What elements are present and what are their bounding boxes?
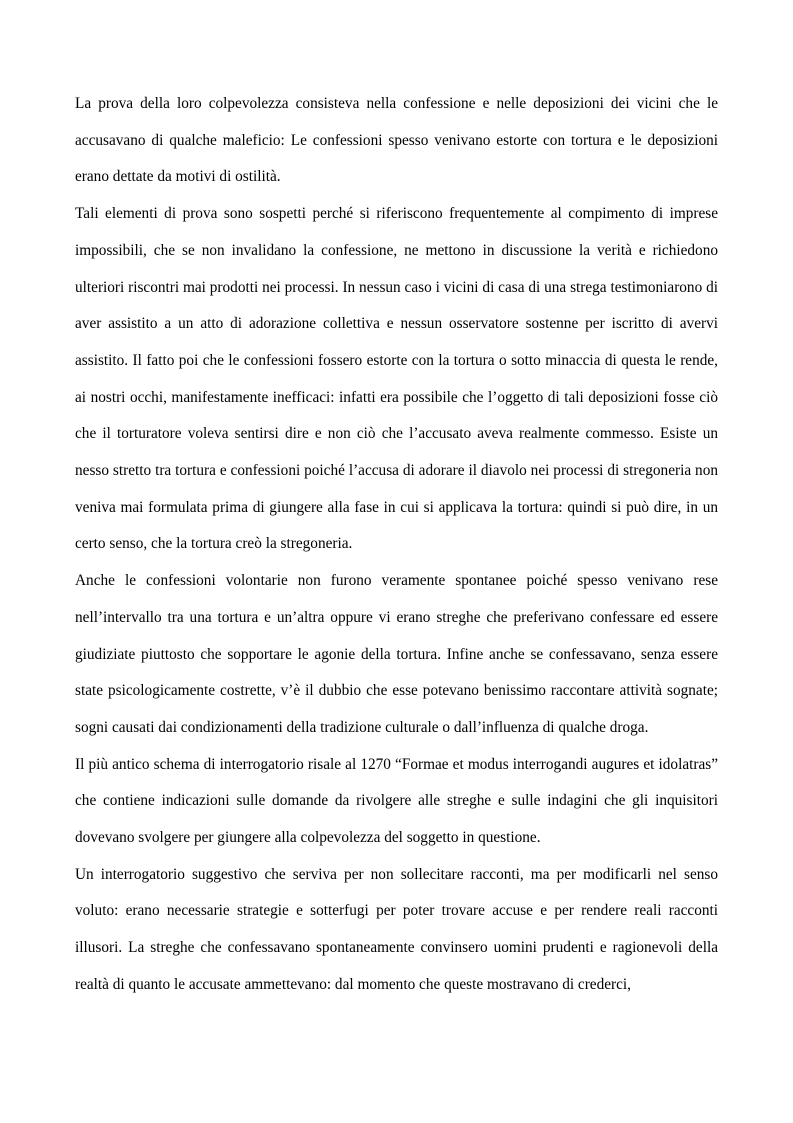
document-page bbox=[75, 86, 718, 1004]
paragraph-proof-of-guilt: La prova della loro colpevolezza consisteva nella confessione e nelle deposizioni dei vicini che le accusavano di qualche maleficio: Le confessioni spesso venivano estorte con tortura e le deposizioni erano dettate da motivi di ostilità. bbox=[75, 95, 718, 186]
paragraph-suspicious-evidence: Tali elementi di prova sono sospetti perché si riferiscono frequentemente al compimento di imprese impossibili, che se non invalidano la confessione, ne mettono in discussione la verità e richiedono ulteriori riscontri mai prodotti nei processi. In nessun caso i vicini di casa di una strega testimoniarono di aver assistito a un atto di adorazione collettiva e nessun osservatore sostenne per iscritto di avervi assistito. Il fatto poi che le confessioni fossero estorte con la tortura o sotto minaccia di questa le rende, ai nostri occhi, manifestamente inefficaci: infatti era possibile che l’oggetto di tali deposizioni fosse ciò che il torturatore voleva sentirsi dire e non ciò che l’accusato aveva realmente commesso. Esiste un nesso stretto tra tortura e confessioni poiché l’accusa di adorare il diavolo nei processi di stregoneria non veniva mai formulata prima di giungere alla fase in cui si applicava la tortura: quindi si può dire, in un certo senso, che la tortura creò la stregoneria. bbox=[75, 205, 718, 553]
paragraph-suggestive-interrogation: Un interrogatorio suggestivo che serviva per non sollecitare racconti, ma per modificarli nel senso voluto: erano necessarie strategie e sotterfugi per poter trovare accuse e per rendere reali racconti illusori. La streghe che confessavano spontaneamente convinsero uomini prudenti e ragionevoli della realtà di quanto le accusate ammettevano: dal momento che queste mostravano di crederci, bbox=[75, 865, 718, 993]
paragraph-interrogation-scheme: Il più antico schema di interrogatorio risale al 1270 “Formae et modus interrogandi augures et idolatras” che contiene indicazioni sulle domande da rivolgere alle streghe e sulle indagini che gli inquisitori dovevano svolgere per giungere alla colpevolezza del soggetto in questione. bbox=[75, 755, 718, 847]
paragraph-voluntary-confessions: Anche le confessioni volontarie non furono veramente spontanee poiché spesso venivano rese nell’intervallo tra una tortura e un’altra oppure vi erano streghe che preferivano confessare ed essere giudiziate piuttosto che sopportare le agonie della tortura. Infine anche se confessavano, senza essere state psicologicamente costrette, v’è il dubbio che esse potevano benissimo raccontare attività sognate; sogni causati dai condizionamenti della tradizione culturale o dall’influenza di qualche droga. bbox=[75, 572, 718, 736]
